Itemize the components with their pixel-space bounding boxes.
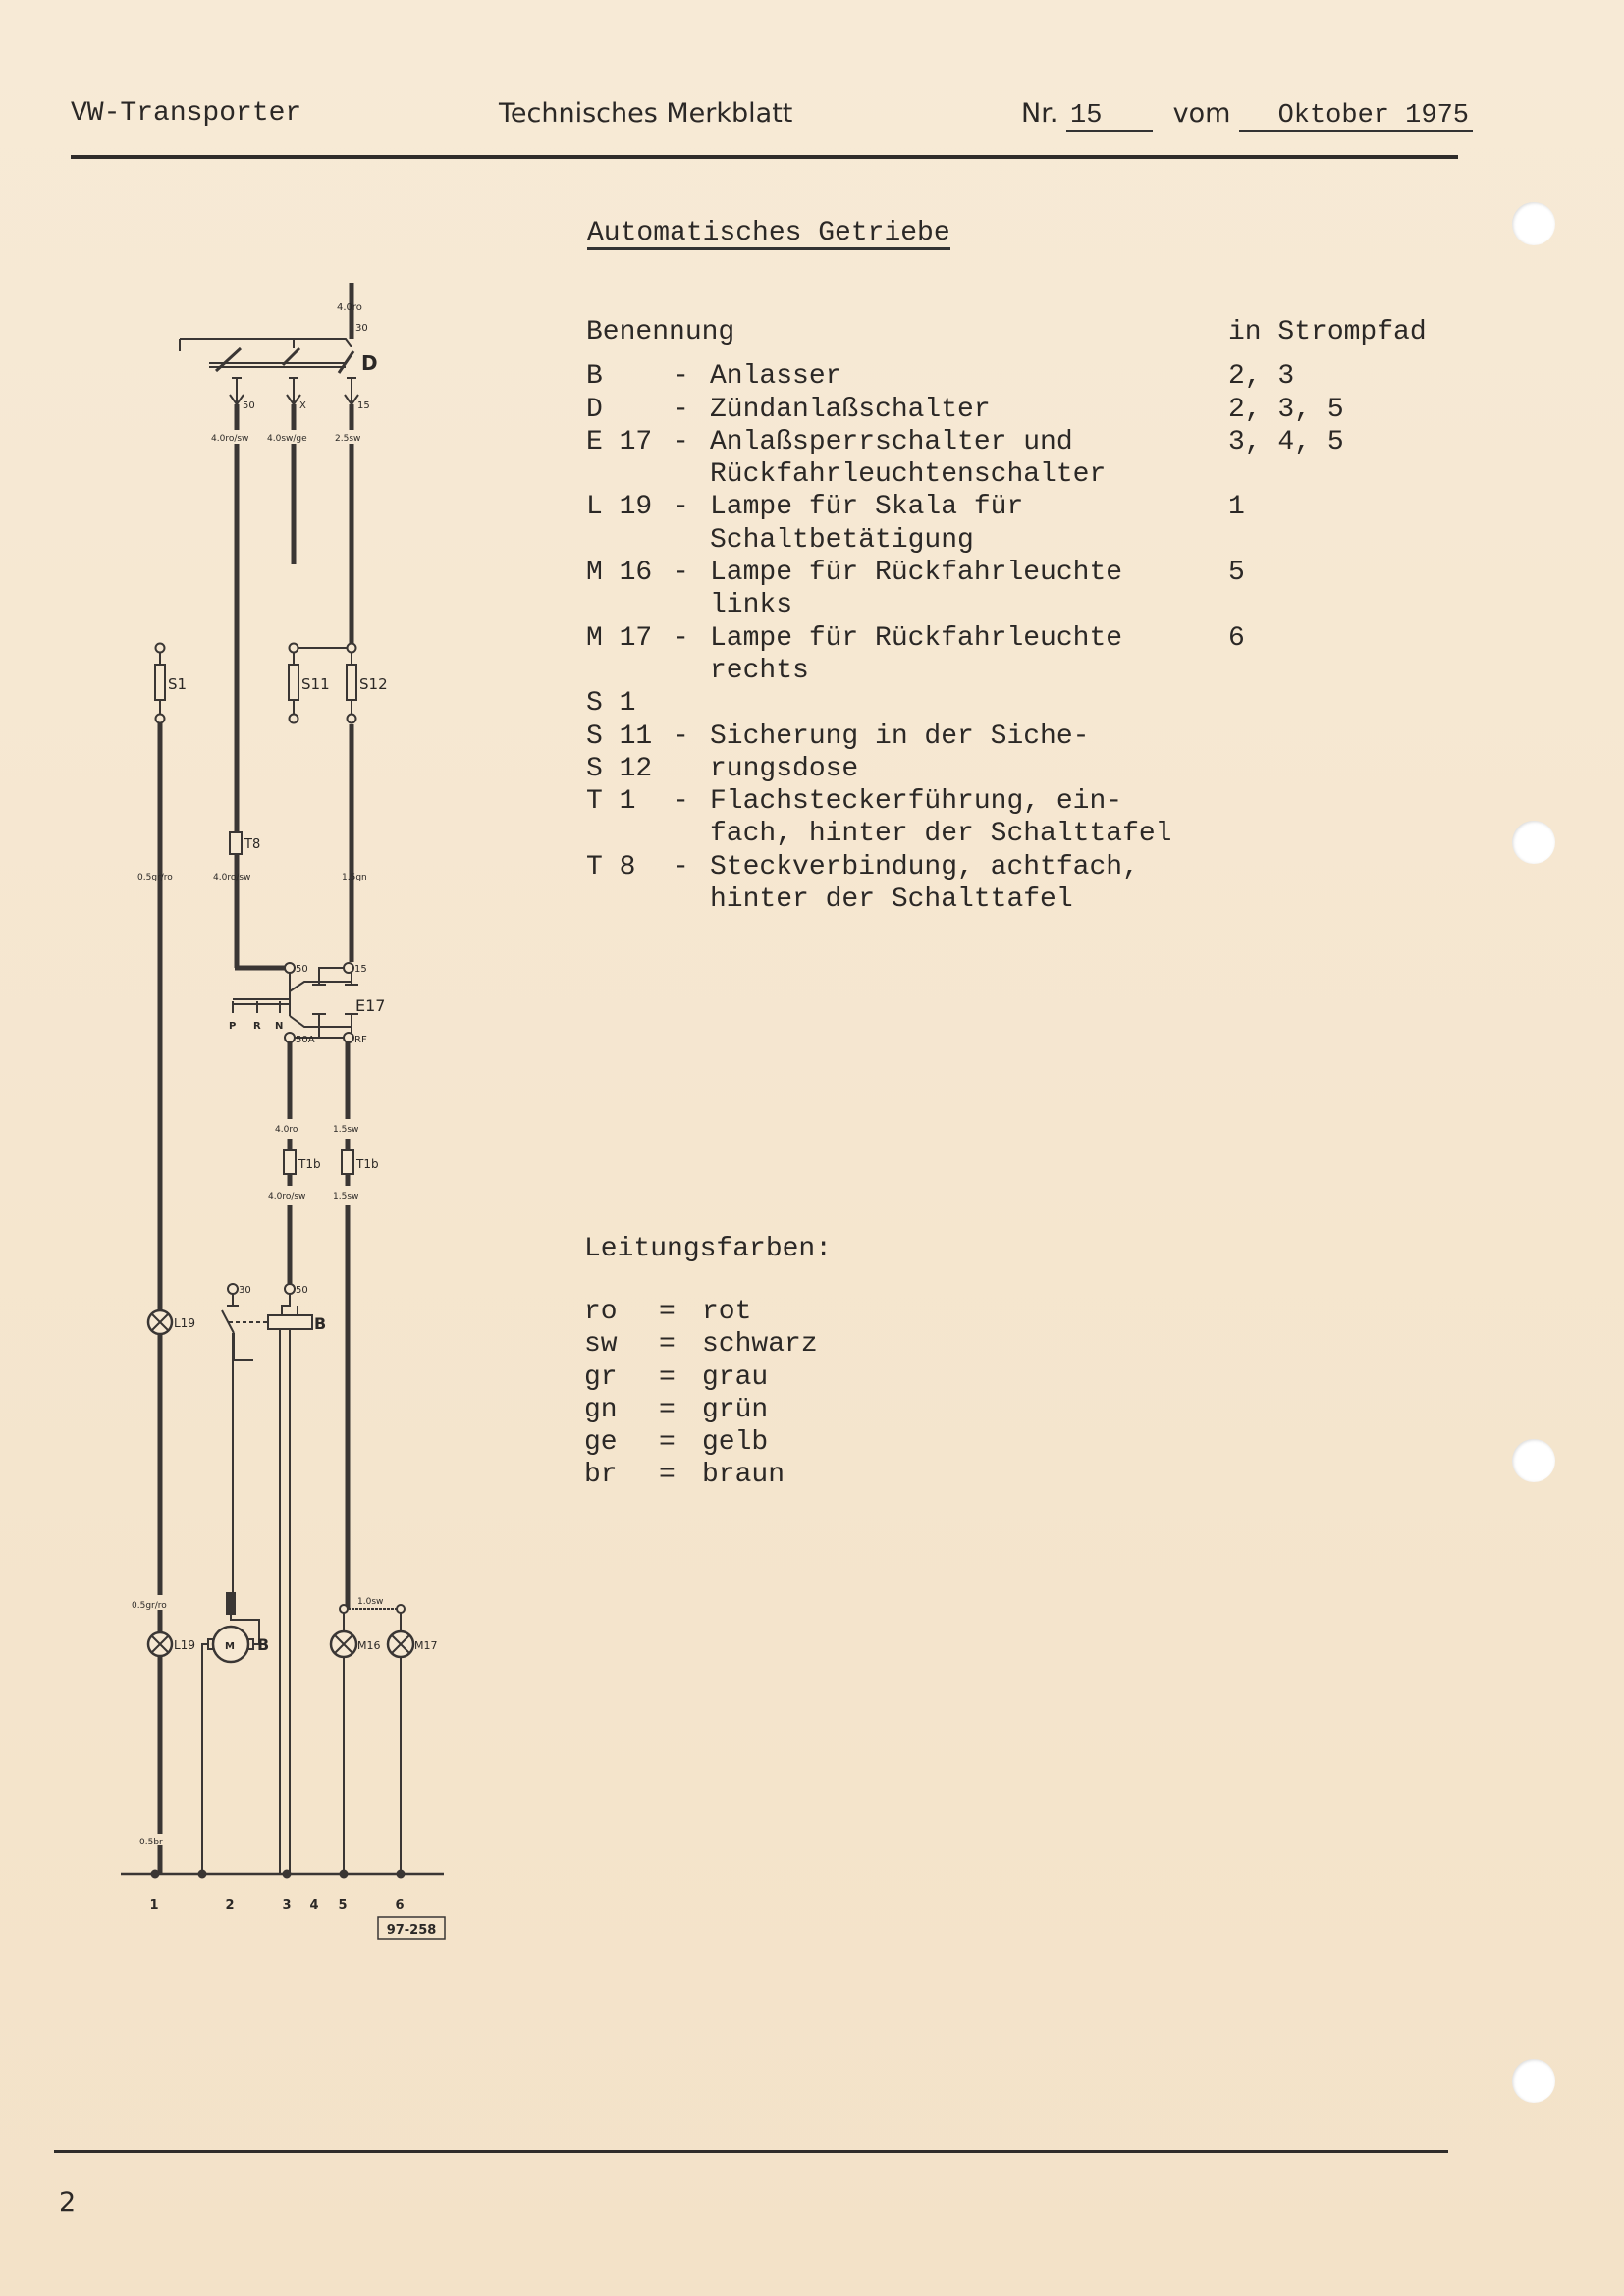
separator: - — [673, 786, 689, 818]
color-row — [584, 1426, 818, 1459]
equals-sign: = — [659, 1362, 676, 1393]
color-row — [584, 1362, 818, 1394]
color-name: braun — [702, 1460, 785, 1491]
color-name: gelb — [702, 1427, 769, 1459]
wire-label: 0.5gr/ro — [137, 873, 173, 882]
equals-sign: = — [659, 1460, 676, 1491]
color-row — [584, 1328, 818, 1361]
legend-row — [586, 426, 1427, 458]
connector-label-t1b: T1b — [356, 1157, 379, 1171]
separator: - — [673, 851, 689, 882]
component-description: Lampe für Rückfahrleuchte — [710, 622, 1123, 654]
lamp-label-l19: L19 — [174, 1638, 195, 1652]
switch-label-d: D — [361, 351, 378, 375]
color-row — [584, 1296, 818, 1328]
diagram-reference: 97-258 — [386, 1923, 437, 1938]
color-name: schwarz — [702, 1329, 818, 1361]
component-code — [586, 883, 673, 916]
component-legend — [586, 316, 1427, 916]
wire-label: 4.0ro — [337, 302, 362, 313]
component-code: M 16 — [586, 558, 653, 589]
separator: - — [673, 426, 689, 457]
legend-header — [586, 316, 1427, 348]
gear-label-n: N — [275, 1021, 284, 1032]
color-abbreviation: gr — [584, 1362, 618, 1393]
terminal-label: 15 — [354, 964, 367, 975]
component-description: Rückfahrleuchtenschalter — [710, 459, 1107, 491]
component-code: B — [586, 361, 603, 393]
current-path-number: 2 — [225, 1898, 235, 1913]
wire-colors-legend — [584, 1234, 833, 1492]
component-description — [710, 687, 1228, 720]
component-description: Anlaßsperrschalter und — [710, 426, 1073, 457]
component-description: Sicherung in der Siche- — [710, 721, 1090, 752]
color-abbreviation: sw — [584, 1329, 618, 1361]
legend-row — [586, 524, 1427, 557]
equals-sign: = — [659, 1329, 676, 1361]
legend-row — [586, 851, 1427, 883]
wire-label: 1.5gn — [342, 873, 367, 882]
separator — [673, 818, 710, 850]
legend-row — [586, 622, 1427, 655]
punch-hole — [1512, 202, 1555, 245]
color-name: grün — [702, 1394, 769, 1425]
wire-label: 4.0ro/sw — [211, 434, 249, 444]
current-path-number: 6 — [395, 1898, 405, 1913]
wire-label: 4.0sw/ge — [267, 434, 307, 444]
terminal-label: 50 — [243, 400, 255, 411]
fuse-label-s12: S12 — [359, 675, 388, 693]
wire-label: 4.0ro/sw — [268, 1192, 306, 1201]
component-code: S 1 — [586, 688, 636, 720]
wire-label: 0.5br — [139, 1838, 163, 1847]
separator: - — [673, 558, 689, 589]
separator: - — [673, 394, 689, 425]
wire-label: 4.0ro — [275, 1125, 298, 1135]
terminal-label: 30 — [355, 323, 368, 334]
page-title: Automatisches Getriebe — [587, 218, 950, 250]
current-path: 1 — [1228, 492, 1245, 523]
lamp-label-m16: M16 — [357, 1639, 381, 1652]
motor-label: M — [225, 1641, 235, 1652]
vehicle-name: VW-Transporter — [71, 98, 302, 129]
current-path: 2, 3, 5 — [1228, 394, 1344, 425]
terminal-label: 15 — [357, 400, 370, 411]
color-row — [584, 1459, 818, 1491]
current-path-number: 3 — [282, 1898, 292, 1913]
terminal-label: RF — [354, 1035, 367, 1045]
terminal-label: 50 — [296, 1285, 308, 1296]
equals-sign: = — [659, 1427, 676, 1459]
legend-row — [586, 557, 1427, 589]
component-description: links — [710, 590, 793, 621]
wire-label: 4.0ro/sw — [213, 873, 251, 882]
connector-label-t1b: T1b — [298, 1157, 321, 1171]
current-path: 2, 3 — [1228, 361, 1295, 393]
current-path-number: 1 — [149, 1898, 159, 1913]
component-description: rungsdose — [710, 753, 859, 784]
legend-row — [586, 785, 1427, 818]
color-name: rot — [702, 1297, 752, 1327]
component-description: Steckverbindung, achtfach, — [710, 851, 1139, 882]
component-description: rechts — [710, 655, 809, 686]
separator — [673, 753, 710, 785]
number-value: 15 — [1066, 102, 1153, 132]
separator: - — [673, 492, 689, 523]
component-code: S 11 — [586, 721, 653, 752]
number-label: Nr. — [1021, 98, 1058, 129]
separator: - — [673, 721, 689, 752]
date-value: Oktober 1975 — [1239, 102, 1473, 132]
component-description: hinter der Schalttafel — [710, 884, 1073, 916]
wire-label: 0.5gr/ro — [132, 1601, 167, 1611]
component-code — [586, 458, 673, 491]
component-code: T 1 — [586, 786, 636, 818]
color-name: grau — [702, 1362, 769, 1393]
punch-hole — [1512, 821, 1555, 864]
component-description: Lampe für Skala für — [710, 492, 1024, 523]
current-path-number: 4 — [309, 1898, 319, 1913]
legend-row — [586, 753, 1427, 785]
separator — [673, 687, 710, 720]
connector-label-t8: T8 — [244, 837, 261, 852]
page-number: 2 — [59, 2187, 77, 2217]
wire-label: 1.5sw — [333, 1192, 359, 1201]
component-code — [586, 655, 673, 687]
current-path-number: 5 — [338, 1898, 348, 1913]
column-strompfad: in Strompfad — [1228, 317, 1427, 347]
switch-label-e17: E17 — [355, 996, 386, 1015]
wire-colors-title: Leitungsfarben: — [584, 1234, 833, 1264]
component-code: D — [586, 394, 603, 425]
punch-hole — [1512, 2059, 1555, 2103]
legend-row — [586, 687, 1427, 720]
component-description: Lampe für Rückfahrleuchte — [710, 558, 1123, 589]
component-code — [586, 818, 673, 850]
separator — [673, 655, 710, 687]
wiring-diagram — [0, 0, 589, 2012]
color-abbreviation: ge — [584, 1427, 618, 1459]
wire-label: 1.5sw — [333, 1125, 359, 1135]
punch-hole — [1512, 1439, 1555, 1482]
component-description: fach, hinter der Schalttafel — [710, 819, 1172, 850]
component-description: Zündanlaßschalter — [710, 394, 991, 425]
component-code: S 12 — [586, 753, 653, 784]
equals-sign: = — [659, 1297, 676, 1327]
fuse-label-s1: S1 — [168, 675, 188, 693]
wire-label: 1.0sw — [357, 1597, 384, 1607]
column-benennung: Benennung — [586, 317, 735, 347]
component-code — [586, 524, 673, 557]
wire-label: 2.5sw — [335, 434, 361, 444]
current-path: 6 — [1228, 622, 1245, 654]
legend-row — [586, 721, 1427, 753]
component-code: T 8 — [586, 851, 636, 882]
separator — [673, 524, 710, 557]
color-abbreviation: br — [584, 1460, 618, 1491]
terminal-label: 50A — [296, 1035, 315, 1045]
separator — [673, 458, 710, 491]
equals-sign: = — [659, 1394, 676, 1425]
gear-label-p: P — [229, 1021, 237, 1032]
lamp-label-m17: M17 — [414, 1639, 438, 1652]
component-description: Schaltbetätigung — [710, 524, 974, 556]
component-code — [586, 589, 673, 621]
separator — [673, 883, 710, 916]
legend-row — [586, 491, 1427, 523]
component-code: M 17 — [586, 622, 653, 654]
legend-row — [586, 394, 1427, 426]
terminal-label: 50 — [296, 964, 308, 975]
legend-row — [586, 589, 1427, 621]
date-label: vom — [1172, 98, 1231, 129]
legend-row — [586, 655, 1427, 687]
legend-row — [586, 883, 1427, 916]
starter-label-b: B — [257, 1635, 270, 1654]
legend-row — [586, 458, 1427, 491]
component-description: Anlasser — [710, 361, 842, 393]
terminal-label: 30 — [239, 1285, 251, 1296]
number-field — [1021, 98, 1473, 132]
color-abbreviation: ro — [584, 1297, 618, 1327]
footer-rule — [54, 2150, 1448, 2153]
terminal-label: X — [299, 400, 306, 411]
component-code: L 19 — [586, 492, 653, 523]
color-row — [584, 1394, 818, 1426]
lamp-label-l19: L19 — [174, 1316, 195, 1330]
separator: - — [673, 361, 689, 393]
current-path: 3, 4, 5 — [1228, 426, 1344, 457]
legend-row — [586, 360, 1427, 393]
current-path: 5 — [1228, 558, 1245, 589]
separator: - — [673, 622, 689, 654]
gear-label-r: R — [253, 1021, 261, 1032]
separator — [673, 589, 710, 621]
color-abbreviation: gn — [584, 1394, 618, 1425]
relay-label-b: B — [314, 1314, 327, 1333]
component-code: E 17 — [586, 426, 653, 457]
document-type: Technisches Merkblatt — [499, 98, 793, 129]
fuse-label-s11: S11 — [301, 675, 330, 693]
legend-row — [586, 818, 1427, 850]
component-description: Flachsteckerführung, ein- — [710, 786, 1123, 818]
